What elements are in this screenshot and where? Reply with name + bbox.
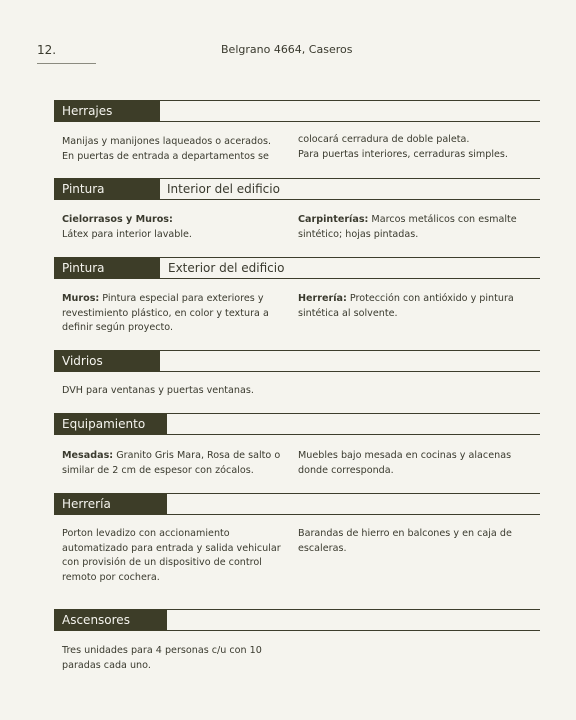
section-subtitle: Exterior del edificio [168, 261, 285, 275]
vidrios-text [62, 384, 254, 399]
section-subtitle: Interior del edificio [167, 182, 280, 196]
bold-label: Herrería: [298, 293, 347, 304]
section-title: Equipamiento [54, 413, 167, 435]
equipamiento-left [62, 449, 280, 478]
text-line: Porton levadizo con accionamiento [62, 528, 230, 539]
text-line: sintética al solvente. [298, 307, 398, 319]
section-equipamiento [54, 413, 540, 435]
herrajes-right [298, 133, 508, 162]
page-number-rule [37, 63, 96, 64]
text-line: En puertas de entrada a departamentos se [62, 150, 269, 162]
section-title: Vidrios [54, 350, 160, 372]
text-line: remoto por cochera. [62, 571, 160, 583]
text-line: Látex para interior lavable. [62, 228, 192, 240]
section-herrajes [54, 100, 540, 122]
section-bar [54, 257, 540, 279]
text-line: Tres unidades para 4 personas c/u con 10 [62, 645, 262, 656]
bold-label: Mesadas: [62, 450, 114, 461]
pintura-interior-right [298, 213, 517, 242]
text-line: similar de 2 cm de espesor con zócalos. [62, 464, 254, 476]
section-bar [54, 100, 540, 122]
section-bar [54, 493, 540, 515]
equipamiento-right [298, 449, 511, 478]
section-title: Herrería [54, 493, 167, 515]
bold-label: Carpinterías: [298, 214, 369, 225]
herrajes-left [62, 135, 271, 164]
section-bar [54, 609, 540, 631]
address: Belgrano 4664, Caseros [221, 43, 353, 56]
text-line: Muebles bajo mesada en cocinas y alacenas [298, 450, 512, 461]
section-herreria [54, 493, 540, 515]
text-line: Herrería: Protección con antióxido y pintura [298, 293, 514, 304]
section-vidrios [54, 350, 540, 372]
text-line: colocará cerradura de doble paleta. [298, 134, 470, 145]
section-title: Herrajes [54, 100, 160, 122]
text-line: paradas cada uno. [62, 659, 151, 671]
text-line: DVH para ventanas y puertas ventanas. [62, 385, 254, 396]
text-line: definir según proyecto. [62, 322, 174, 333]
text-line: escaleras. [298, 542, 347, 554]
text-line: Muros: Pintura especial para exteriores y [62, 293, 264, 304]
text-line: sintético; hojas pintadas. [298, 228, 419, 240]
pintura-exterior-right [298, 292, 514, 321]
text-line: Mesadas: Granito Gris Mara, Rosa de salto o [62, 450, 281, 461]
text-line: Carpinterías: Marcos metálicos con esmalte [298, 214, 517, 225]
herreria-right [298, 527, 512, 556]
section-bar [54, 178, 540, 200]
section-bar [54, 413, 540, 435]
text-line: Barandas de hierro en balcones y en caja de [298, 528, 512, 539]
pintura-interior-left [62, 213, 192, 242]
bold-label: Cielorrasos y Muros: [62, 214, 173, 225]
section-ascensores [54, 609, 540, 631]
text-line: Manijas y manijones laqueados o acerados. [62, 136, 272, 147]
bold-label: Muros: [62, 293, 100, 304]
text-line: con provisión de un dispositivo de control [62, 557, 262, 568]
section-title: Pintura [54, 257, 160, 279]
text-line: automatizado para entrada y salida vehicular [62, 542, 281, 554]
section-title: Ascensores [54, 609, 167, 631]
ascensores-text [62, 644, 262, 673]
herreria-left [62, 527, 281, 585]
text-line [62, 213, 192, 228]
section-bar [54, 350, 540, 372]
section-pintura-exterior [54, 257, 540, 279]
page-number: 12. [37, 43, 57, 57]
pintura-exterior-left [62, 292, 269, 336]
section-pintura-interior [54, 178, 540, 200]
section-title: Pintura [54, 178, 160, 200]
text-line: Para puertas interiores, cerraduras simples. [298, 148, 508, 160]
text-line: revestimiento plástico, en color y textura a [62, 307, 269, 319]
text-line: donde corresponda. [298, 464, 394, 476]
